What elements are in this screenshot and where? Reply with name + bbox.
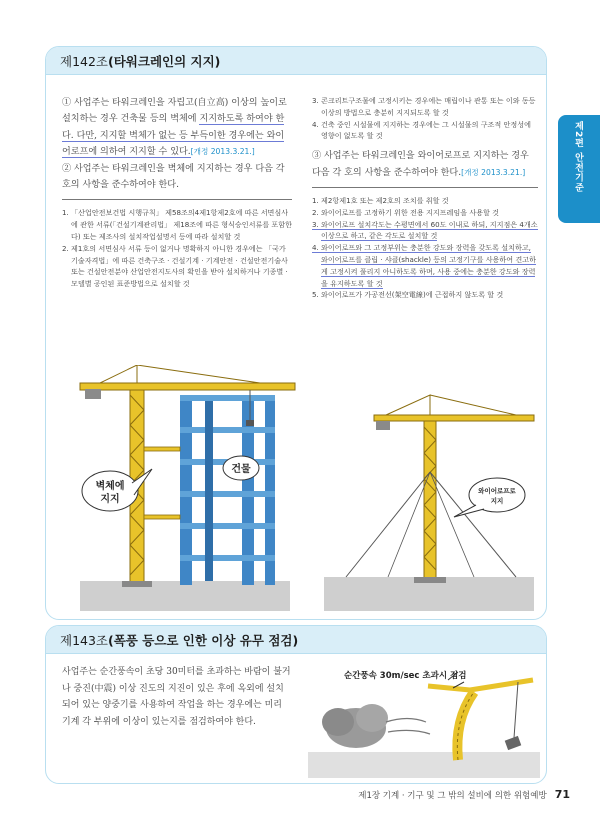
side-tab-label: 제2편 안전기준 xyxy=(573,121,583,193)
article-142-left-column xyxy=(62,95,292,290)
article-143-card xyxy=(45,625,547,784)
article-143-header xyxy=(46,626,546,654)
article-143-body: 사업주는 순간풍속이 초당 30미터를 초과하는 바람이 불거나 중진(中震) 이상 진도의 지진이 있은 후에 옥외에 설치되어 있는 양중기를 사용하여 작업을 하는 경우에는 미리 기계 각 부위에 이상이 있는지를 점검하여야 한다. xyxy=(62,667,291,727)
paragraph-2: ② 사업주는 타워크레인을 벽체에 지지하는 경우 다음 각 호의 사항을 준수하여야 한다. xyxy=(62,163,285,191)
list-item: 5. 와이어로프가 가공전선(架空電線)에 근접하지 않도록 할 것 xyxy=(312,290,504,300)
wire-support-label: 지지 xyxy=(490,497,504,505)
list-item-text: 4. 와이어로프와 그 고정부위는 충분한 강도와 장력을 갖도록 설치하고, 와이어로프를 클립 · 샤클(shackle) 등의 고정기구를 사용하여 견고하게 고정시켜 풀리지 아니하도록 하며, 사용 중에는 충분한 강도와 장력을 유지하도록 할 것 xyxy=(312,243,536,288)
paragraph-3-text: ③ 사업주는 타워크레인을 와이어로프로 지지하는 경우 다음 각 호의 사항을 준수하여야 한다. xyxy=(312,151,529,178)
article-number: 제143조 xyxy=(60,633,109,648)
ground xyxy=(80,581,290,611)
article-142-title xyxy=(60,52,220,70)
divider xyxy=(312,187,538,188)
storm-cloud-icon xyxy=(322,704,430,748)
crane xyxy=(428,672,533,760)
amendment-note: [개정 2013.3.21.] xyxy=(461,167,526,177)
list-item: 2. 와이어로프를 고정하기 위한 전용 지지프레임을 사용할 것 xyxy=(312,207,500,217)
list-item-text: 3. 와이어로프 설치각도는 수평면에서 60도 이내로 하되, 지지점은 4개소 이상으로 하고, 같은 각도로 설치할 것 xyxy=(312,219,538,241)
article-143-title xyxy=(60,631,298,649)
ground xyxy=(308,752,540,778)
article-number: 제142조 xyxy=(60,54,109,69)
wire-support-label: 와이어로프로 xyxy=(478,487,516,495)
crane-wire-support-illustration xyxy=(316,377,540,615)
footer-chapter: 제1장 기계 · 기구 및 그 밖의 설비에 의한 위험예방 xyxy=(358,791,547,801)
amendment-note: [개정 2013.3.21.] xyxy=(190,147,255,157)
building-label: 건물 xyxy=(231,464,251,475)
article-142-right-column xyxy=(312,95,540,301)
side-tab[interactable] xyxy=(558,115,600,223)
divider xyxy=(62,199,292,200)
list-item: 1. 제2항제1호 또는 제2호의 조치를 취할 것 xyxy=(312,196,449,205)
list-item: 3. 콘크리트구조물에 고정시키는 경우에는 매립이나 관통 또는 이와 동등 이상의 방법으로 충분히 지지되도록 할 것 xyxy=(312,96,536,117)
page-number: 71 xyxy=(554,788,570,801)
article-142-header xyxy=(46,47,546,75)
list-item: 4. 건축 중인 시설물에 지지하는 경우에는 그 시설물의 구조적 안정성에 영향이 없도록 할 것 xyxy=(312,119,531,141)
paragraph-1-underlined: 지지하도록 하여야 한다. 다만, 지지할 벽체가 없는 등 부득이한 경우에는 와이어로프에 의하여 지지할 수 있다. xyxy=(62,114,285,158)
article-142-card xyxy=(45,46,547,620)
list-item xyxy=(312,219,540,243)
page-footer xyxy=(358,788,570,801)
paragraph-1-text: ① 사업주는 타워크레인을 자립고(自立高) 이상의 높이로 설치하는 경우 건축물 등의 벽체에 xyxy=(62,98,287,125)
building xyxy=(180,395,275,585)
list-item: 2. 제1호의 서면심사 서류 등이 없거나 명확하지 아니한 경우에는 「국가기술자격법」에 따른 건축구조 · 건설기계 · 기계안전 · 건설안전기술사 또는 건설안전분야 산업안전지도사의 확인을 받아 설치하거나 기종별 · 모델별 공인된 표준방법으로 설치할 것 xyxy=(62,243,288,289)
wind-inspection-label: 순간풍속 30m/sec 초과시 점검 xyxy=(344,671,467,681)
wall-support-label: 지지 xyxy=(100,494,120,505)
article-title: (폭풍 등으로 인한 이상 유무 점검) xyxy=(108,633,299,648)
wall-support-label: 벽체에 xyxy=(95,481,125,492)
paragraph-1 xyxy=(62,95,292,161)
article-title: (타워크레인의 지지) xyxy=(108,54,221,69)
wind-inspection-illustration xyxy=(308,660,540,778)
paragraph-3 xyxy=(312,148,540,181)
list-item: 1. 「산업안전보건법 시행규칙」 제58조의4제1항제2호에 따른 서면심사에 관한 서류(「건설기계관리법」 제18조에 따른 형식승인서류를 포함한다) 또는 제조사의 설치작업설명서 등에 따라 설치할 것 xyxy=(62,208,292,242)
crane-wall-support-illustration xyxy=(60,365,306,615)
list-item xyxy=(312,242,540,289)
